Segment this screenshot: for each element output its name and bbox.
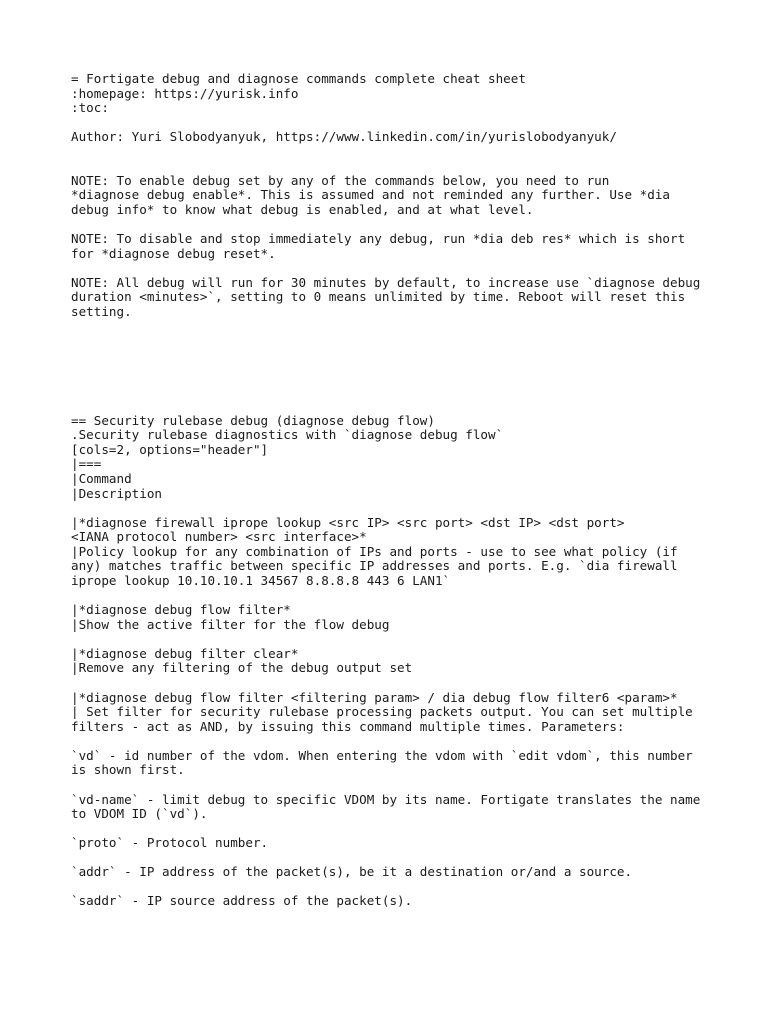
entry-line: <IANA protocol number> <src interface>* xyxy=(71,529,367,545)
table-cols-spec: [cols=2, options="header"] xyxy=(71,441,269,457)
param-line: `addr` - IP address of the packet(s), be it a destination or/and a source. xyxy=(71,864,633,880)
param-vd xyxy=(71,749,731,778)
note-line: duration <minutes>`, setting to 0 means unlimited by time. Reboot will reset this xyxy=(71,289,686,305)
note-line: setting. xyxy=(71,304,132,320)
entry-line: |Show the active filter for the flow debug xyxy=(71,616,390,632)
entry-filter-clear xyxy=(71,647,731,676)
note-line: *diagnose debug enable*. This is assumed and not reminded any further. Use *dia xyxy=(71,187,670,203)
note-line: debug info* to know what debug is enabled, and at what level. xyxy=(71,202,534,218)
author-line: Author: Yuri Slobodyanyuk, https://www.linkedin.com/in/yurislobodyanyuk/ xyxy=(71,129,617,145)
toc-line: :toc: xyxy=(71,100,109,116)
param-saddr xyxy=(71,894,731,909)
param-line: `vd` - id number of the vdom. When entering the vdom with `edit vdom`, this number xyxy=(71,747,693,763)
note-line: NOTE: To enable debug set by any of the commands below, you need to run xyxy=(71,172,610,188)
section-heading: == Security rulebase debug (diagnose debug flow) xyxy=(71,412,435,428)
table-header-description: |Description xyxy=(71,485,162,501)
param-line: `saddr` - IP source address of the packet(s). xyxy=(71,893,413,909)
param-line: is shown first. xyxy=(71,762,185,778)
entry-line: | Set filter for security rulebase processing packets output. You can set multiple xyxy=(71,704,693,720)
table-title: .Security rulebase diagnostics with `diagnose debug flow` xyxy=(71,427,504,443)
param-proto xyxy=(71,836,731,851)
note-line: NOTE: To disable and stop immediately any debug, run *dia deb res* which is short xyxy=(71,231,686,247)
entry-iprope-lookup xyxy=(71,516,731,589)
param-line: `proto` - Protocol number. xyxy=(71,835,269,851)
entry-line: |*diagnose debug flow filter* xyxy=(71,602,291,618)
table-delimiter: |=== xyxy=(71,456,102,472)
param-addr xyxy=(71,865,731,880)
param-line: to VDOM ID (`vd`). xyxy=(71,806,208,822)
note-duration xyxy=(71,276,731,320)
note-line: for *diagnose debug reset*. xyxy=(71,245,276,261)
entry-flow-filter-param xyxy=(71,691,731,735)
entry-line: |*diagnose debug filter clear* xyxy=(71,645,299,661)
note-line: NOTE: All debug will run for 30 minutes by default, to increase use `diagnose debug xyxy=(71,274,701,290)
homepage-line: :homepage: https://yurisk.info xyxy=(71,85,299,101)
document-page xyxy=(71,72,731,909)
entry-flow-filter xyxy=(71,603,731,632)
entry-line: |*diagnose debug flow filter <filtering param> / dia debug flow filter6 <param>* xyxy=(71,689,678,705)
param-vd-name xyxy=(71,793,731,822)
entry-line: |*diagnose firewall iprope lookup <src IP> <src port> <dst IP> <dst port> xyxy=(71,514,625,530)
entry-line: |Policy lookup for any combination of IPs and ports - use to see what policy (if xyxy=(71,543,678,559)
entry-line: any) matches traffic between specific IP addresses and ports. E.g. `dia firewall xyxy=(71,558,678,574)
doc-title: = Fortigate debug and diagnose commands complete cheat sheet xyxy=(71,71,526,86)
note-enable xyxy=(71,174,731,218)
table-header-command: |Command xyxy=(71,471,132,486)
entry-line: filters - act as AND, by issuing this command multiple times. Parameters: xyxy=(71,718,625,734)
param-line: `vd-name` - limit debug to specific VDOM by its name. Fortigate translates the name xyxy=(71,791,701,807)
entry-line: |Remove any filtering of the debug output set xyxy=(71,660,413,676)
note-disable xyxy=(71,232,731,261)
entry-line: iprope lookup 10.10.10.1 34567 8.8.8.8 443 6 LAN1` xyxy=(71,573,451,589)
